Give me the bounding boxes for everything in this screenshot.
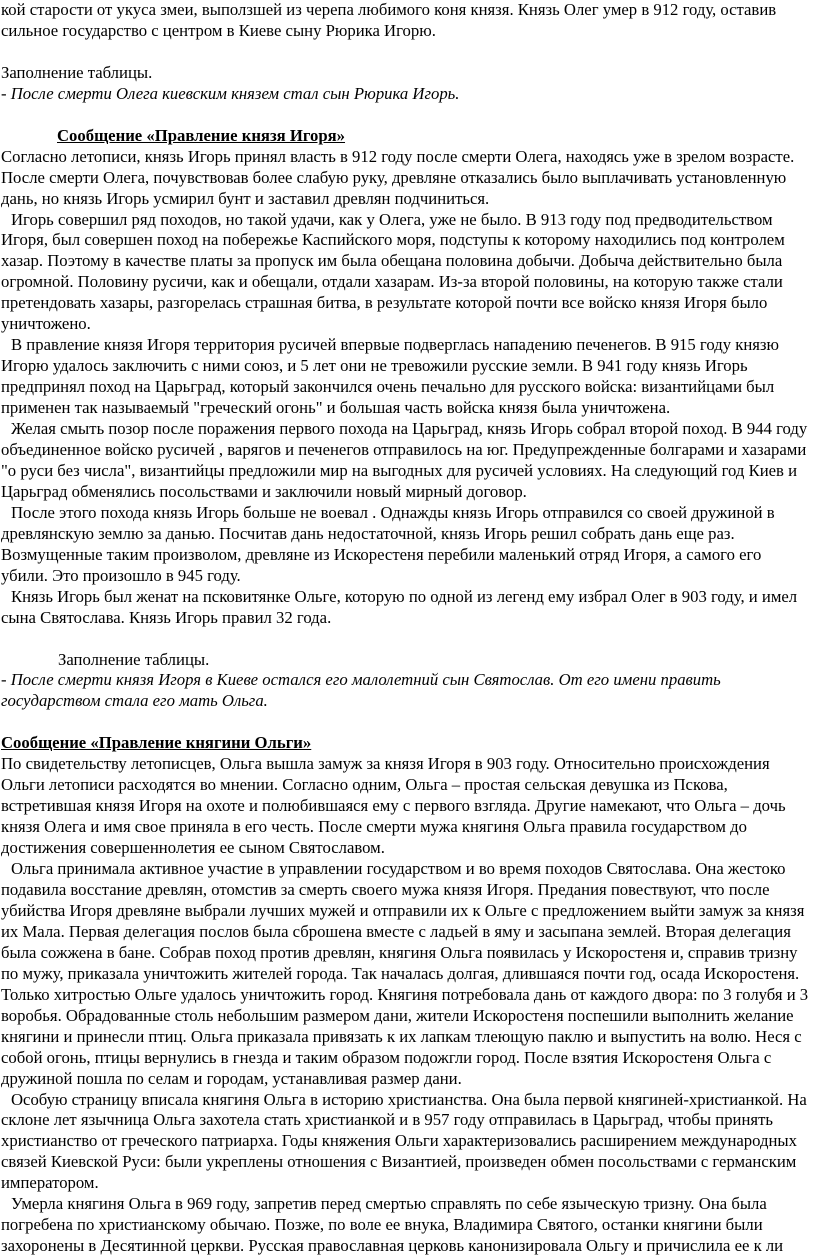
table-fill-text: - После смерти князя Игоря в Киеве остался его малолетний сын Святослав. От его имени править государством стала его мать Ольга.	[1, 670, 721, 711]
olga-paragraph: По свидетельству летописцев, Ольга вышла замуж за князя Игоря в 903 году. Относительно происхождения Ольги летописи расходятся во мнении. Согласно одним, Ольга – простая сельская девушка из Пскова, встретившая князя Игоря на охоте и полюбившаяся ему с первого взгляда. Другие намекают, что Ольга – дочь князя Олега и имя свое приняла в его честь. После смерти мужа княгиня Ольга правила государством до достижения совершеннолетия ее сыном Святославом.	[1, 754, 786, 858]
table-fill-label: Заполнение таблицы.	[58, 649, 210, 669]
olga-paragraph: Особую страницу вписала княгиня Ольга в историю христианства. Она была первой княгиней-христианкой. На склоне лет язычница Ольга захотела стать христианкой и в 957 году отправилась в Царьград, чтобы принять христианство от греческого патриарха. Годы княжения Ольги характеризовались расширением международных связей Киевской Руси: были укреплены отношения с Византией, произведен обмен посольствами с германским императором.	[1, 1089, 807, 1193]
igor-paragraph: В правление князя Игоря территория русичей впервые подверглась нападению печенегов. В 915 году князю Игорю удалось заключить с ними союз, и 5 лет они не тревожили русские земли. В 941 году князь Игорь предпринял поход на Царьград, который закончился очень печально для русского войска: византийцами был применен так называемый "греческий огонь" и большая часть войска князя была уничтожена.	[1, 335, 779, 418]
blank-line	[1, 629, 810, 650]
intro-paragraph: кой старости от укуса змеи, выползшей из черепа любимого коня князя. Князь Олег умер в 912 году, оставив сильное государство с центром в Киеве сыну Рюрика Игорю.	[1, 0, 777, 40]
igor-paragraph: После этого похода князь Игорь больше не воевал . Однажды князь Игорь отправился со своей дружиной в древлянскую землю за данью. Посчитав дань недостаточной, князь Игорь решил собрать дань еще раз. Возмущенные таким произволом, древляне из Искорестеня перебили маленький отряд Игоря, а самого его убили. Это произошло в 945 году.	[1, 502, 775, 585]
igor-paragraph: Князь Игорь был женат на псковитянке Ольге, которую по одной из легенд ему избрал Олег в 903 году, и имел сына Святослава. Князь Игорь правил 32 года.	[1, 586, 798, 627]
table-fill-label: Заполнение таблицы.	[1, 62, 153, 82]
table-fill-text: - После смерти Олега киевским князем стал сын Рюрика Игорь.	[1, 83, 460, 103]
blank-line	[1, 42, 810, 63]
igor-paragraph: Желая смыть позор после поражения первого похода на Царьград, князь Игорь собрал второй поход. В 944 году объединенное войско русичей , варягов и печенегов отправилось на юг. Предупрежденные болгарами и хазарами "о руси без числа", византийцы предложили мир на выгодных для русичей условиях. На следующий год Киев и Царьград обменялись посольствами и заключили новый мирный договор.	[1, 419, 808, 501]
olga-paragraph: Ольга принимала активное участие в управлении государством и во время походов Святослава. Она жестоко подавила восстание древлян, отомстив за смерть своего мужа князя Игоря. Предания повествуют, что после убийства Игоря древляне выбрали лучших мужей и отправили их к Ольге с предложением выйти замуж за князя их Мала. Первая делегация послов была сброшена вместе с ладьей в яму и засыпана землей. Вторая делегация была сожжена в бане. Собрав поход против древлян, княгиня Ольга появилась у Искоростеня и, справив тризну по мужу, приказала уничтожить жителей города. Так началась долгая, длившаяся почти год, осада Искоростеня. Только хитростью Ольге удалось уничтожить город. Княгиня потребовала дань от каждого двора: по 3 голубя и 3 воробья. Обрадованные столь небольшим размером дани, жители Искоростеня поспешили выполнить желание княгини и принесли птиц. Ольга приказала привязать к их лапкам тлеющую паклю и выпустить на волю. Неся с собой огонь, птицы вернулись в гнезда и таким образом подожгли город. После взятия Искоростеня Ольга с дружиной пошла по селам и городам, устанавливая размер дани.	[1, 859, 809, 1088]
igor-paragraph: Согласно летописи, князь Игорь принял власть в 912 году после смерти Олега, находясь уже в зрелом возрасте. После смерти Олега, почувствовав более слабую руку, древляне отказались было выплачивать установленную дань, но князь Игорь усмирил бунт и заставил древлян подчиниться.	[1, 146, 795, 208]
blank-line	[1, 105, 810, 126]
section-title-olga: Сообщение «Правление княгини Ольги»	[1, 733, 312, 753]
olga-paragraph: Умерла княгиня Ольга в 969 году, запретив перед смертью справлять по себе языческую тризну. Она была погребена по христианскому обычаю. Позже, по воле ее внука, Владимира Святого, останки княгини были захоронены в Десятинной церкви. Русская православная церковь канонизировала Ольгу и причислила ее к ли	[1, 1194, 784, 1256]
blank-line	[1, 712, 810, 733]
igor-paragraph: Игорь совершил ряд походов, но такой удачи, как у Олега, уже не было. В 913 году под предводительством Игоря, был совершен поход на побережье Каспийского моря, подступы к которому находились под контролем хазар. Поэтому в качестве платы за пропуск им была обещана половина добычи. Добыча действительно была огромной. Половину русичи, как и обещали, отдали хазарам. Из-за второй половины, на которую также стали претендовать хазары, разгорелась страшная битва, в результате которой почти все войско князя Игоря было уничтожено.	[1, 209, 785, 334]
section-title-igor: Сообщение «Правление князя Игоря»	[57, 125, 346, 145]
